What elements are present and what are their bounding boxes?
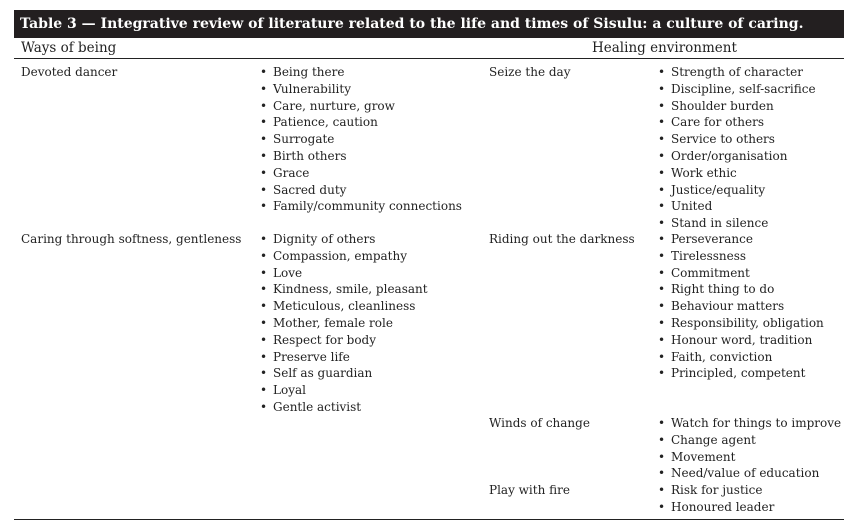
table-container: [14, 10, 844, 520]
header-healing-environment: Healing environment: [592, 40, 737, 56]
list-item: • Care, nurture, grow: [260, 98, 462, 115]
list-item: • Responsibility, obligation: [658, 315, 824, 332]
list-item: • Honoured leader: [658, 499, 774, 516]
list-item: • Kindness, smile, pleasant: [260, 281, 428, 298]
list-item: • Patience, caution: [260, 114, 462, 131]
list-item: • Self as guardian: [260, 365, 428, 382]
list-item: • United: [658, 198, 816, 215]
table-body: [14, 59, 844, 520]
list-item: • Care for others: [658, 114, 816, 131]
healing-items-riding-out-darkness: [658, 231, 824, 382]
list-item: • Being there: [260, 64, 462, 81]
list-item: • Stand in silence: [658, 215, 816, 232]
list-item: • Dignity of others: [260, 231, 428, 248]
list-item: • Need/value of education: [658, 465, 841, 482]
list-item: • Discipline, self-sacrifice: [658, 81, 816, 98]
table-header-row: [14, 38, 844, 59]
list-item: • Compassion, empathy: [260, 248, 428, 265]
healing-items-winds-of-change: [658, 415, 841, 482]
healing-items-play-with-fire: [658, 482, 774, 516]
list-item: • Strength of character: [658, 64, 816, 81]
list-item: • Principled, competent: [658, 365, 824, 382]
list-item: • Respect for body: [260, 332, 428, 349]
list-item: • Work ethic: [658, 165, 816, 182]
list-item: • Honour word, tradition: [658, 332, 824, 349]
ways-label-caring-softness: Caring through softness, gentleness: [21, 232, 242, 246]
healing-label-play-with-fire: Play with fire: [489, 483, 570, 497]
list-item: • Vulnerability: [260, 81, 462, 98]
list-item: • Loyal: [260, 382, 428, 399]
ways-items-caring-softness: [260, 231, 428, 416]
healing-items-seize-the-day: [658, 64, 816, 232]
list-item: • Watch for things to improve: [658, 415, 841, 432]
list-item: • Perseverance: [658, 231, 824, 248]
list-item: • Movement: [658, 449, 841, 466]
list-item: • Risk for justice: [658, 482, 774, 499]
list-item: • Behaviour matters: [658, 298, 824, 315]
list-item: • Preserve life: [260, 349, 428, 366]
ways-label-devoted-dancer: Devoted dancer: [21, 65, 118, 79]
list-item: • Surrogate: [260, 131, 462, 148]
list-item: • Family/community connections: [260, 198, 462, 215]
healing-label-riding-out-darkness: Riding out the darkness: [489, 232, 635, 246]
ways-items-devoted-dancer: [260, 64, 462, 215]
list-item: • Faith, conviction: [658, 349, 824, 366]
healing-label-winds-of-change: Winds of change: [489, 416, 590, 430]
header-ways-of-being: Ways of being: [21, 40, 117, 56]
list-item: • Right thing to do: [658, 281, 824, 298]
list-item: • Tirelessness: [658, 248, 824, 265]
table-title: Table 3 — Integrative review of literature related to the life and times of Sisulu: a culture of caring.: [14, 10, 844, 38]
list-item: • Gentle activist: [260, 399, 428, 416]
list-item: • Shoulder burden: [658, 98, 816, 115]
list-item: • Grace: [260, 165, 462, 182]
healing-label-seize-the-day: Seize the day: [489, 65, 571, 79]
list-item: • Meticulous, cleanliness: [260, 298, 428, 315]
list-item: • Commitment: [658, 265, 824, 282]
list-item: • Service to others: [658, 131, 816, 148]
list-item: • Love: [260, 265, 428, 282]
list-item: • Change agent: [658, 432, 841, 449]
list-item: • Order/organisation: [658, 148, 816, 165]
list-item: • Justice/equality: [658, 182, 816, 199]
list-item: • Birth others: [260, 148, 462, 165]
list-item: • Mother, female role: [260, 315, 428, 332]
list-item: • Sacred duty: [260, 182, 462, 199]
